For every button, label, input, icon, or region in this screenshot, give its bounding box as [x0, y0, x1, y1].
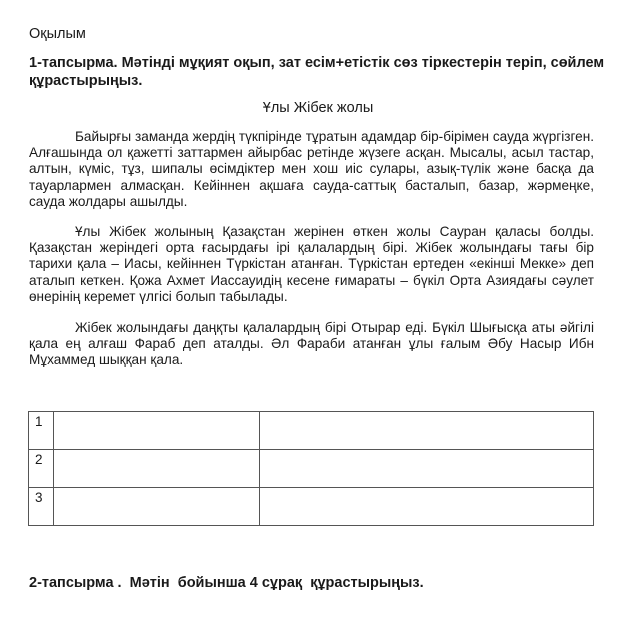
reading-heading: Оқылым — [29, 26, 86, 42]
paragraph-2: Ұлы Жібек жолының Қазақстан жерінен өткен жолы Сауран қаласы болды. Қазақстан жеріндегі орта ғасырдағы ірі қалалардың бірі. Жібек жолындағы тағы бір тарихи қала – Иасы, кейіннен Түркістан атанған. Түркістан ертеден «екінші Мекке» деп аталып кеткен. Қожа Ахмет Иассауидің кесене ғимараты – бүкіл Орта Азиядағы сәулет өнерінің керемет үлгісі болып табылады. — [29, 224, 594, 304]
table-row — [29, 450, 594, 488]
task2-instruction: 2-тапсырма . Мәтін бойынша 4 сұрақ құрастырыңыз. — [29, 575, 424, 591]
answer-table — [28, 411, 594, 526]
answer-cell-phrase[interactable] — [54, 412, 260, 450]
table-row — [29, 412, 594, 450]
task1-instruction: 1-тапсырма. Мәтінді мұқият оқып, зат есім+етістік сөз тіркестерін теріп, сөйлем құрастырыңыз. — [29, 55, 605, 89]
answer-cell-sentence[interactable] — [260, 412, 594, 450]
paragraph-1: Байырғы заманда жердің түкпірінде тұратын адамдар бір-бірімен сауда жүргізген. Алғашында ол қажетті заттармен айырбас ретінде жүзеге асқан. Мысалы, асыл тастар, алтын, күміс, тұз, шипалы өсімдіктер мен хош иіс сулары, азық-түлік және басқа да тауарлармен алмасқан. Кейіннен ақшаға сауда-саттық басталып, базар, жәрмеңке, сауда жолдары ашылды. — [29, 129, 594, 209]
answer-cell-sentence[interactable] — [260, 488, 594, 526]
row-number: 3 — [29, 488, 54, 526]
answer-cell-sentence[interactable] — [260, 450, 594, 488]
paragraph-3: Жібек жолындағы даңқты қалалардың бірі Отырар еді. Бүкіл Шығысқа аты әйгілі қала ең алғаш Фараб деп аталды. Әл Фараби атанған ұлы ғалым Әбу Насыр Ибн Мұхаммед шыққан қала. — [29, 320, 594, 368]
row-number: 2 — [29, 450, 54, 488]
answer-cell-phrase[interactable] — [54, 450, 260, 488]
answer-cell-phrase[interactable] — [54, 488, 260, 526]
table-row — [29, 488, 594, 526]
row-number: 1 — [29, 412, 54, 450]
text-title: Ұлы Жібек жолы — [262, 100, 374, 116]
